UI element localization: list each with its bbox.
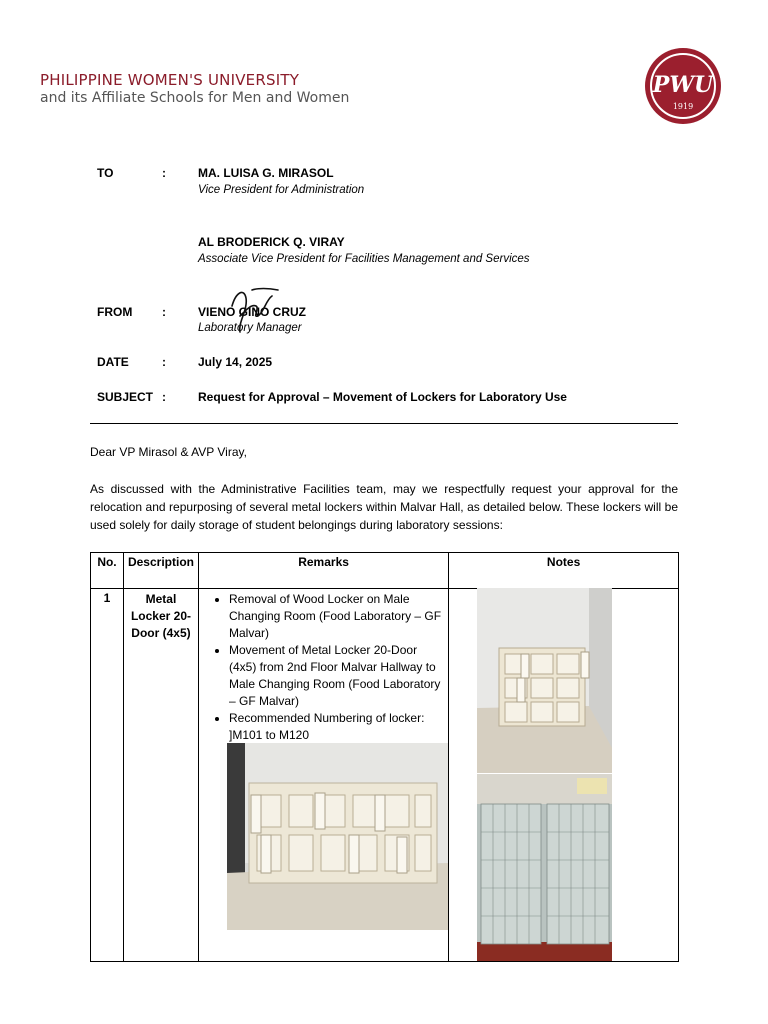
remark-item: • Movement of Metal Locker 20-Door (4x5) from 2nd Floor Malvar Hallway to Male Changing Room (Food Laboratory – GF Malvar) [229,642,444,710]
table-header-row [91,553,679,589]
subject-label: SUBJECT [97,390,154,404]
handwritten-signature [222,282,284,338]
university-affiliates: and its Affiliate Schools for Men and Women [40,90,350,106]
to-1-title: Vice President for Administration [198,184,365,196]
header-no: No. [91,553,124,589]
from-label: FROM [97,305,133,319]
header-notes: Notes [449,553,679,589]
metal-lockers-photo [477,774,612,961]
remark-item: • Recommended Numbering of locker: ]M101 to M120 [229,710,444,744]
row-no: 1 [91,589,124,962]
from-name: VIENO GINO CRUZ [198,305,307,319]
subject-colon: : [162,390,166,404]
from-title: Laboratory Manager [198,322,302,334]
seal-year: 1919 [672,102,694,111]
wood-locker-corner-photo [477,588,612,773]
memo-divider [90,423,678,424]
header-remarks: Remarks [198,553,448,589]
to-1-name: MA. LUISA G. MIRASOL [198,166,334,180]
to-2-name: AL BRODERICK Q. VIRAY [198,235,345,249]
remark-item: • Removal of Wood Locker on Male Changing Room (Food Laboratory – GF Malvar) [229,591,444,642]
body-paragraph: As discussed with the Administrative Facilities team, may we respectfully request your approval for the relocation and repurposing of several metal lockers within Malvar Hall, as detailed below. These lockers will be used solely for daily storage of student belongings during laboratory sessions: [90,482,678,532]
university-seal-logo [644,47,722,125]
date-value: July 14, 2025 [198,355,273,369]
to-2-title: Associate Vice President for Facilities Management and Services [198,253,530,265]
date-label: DATE [97,355,129,369]
to-colon: : [162,166,166,180]
subject-value: Request for Approval – Movement of Lockers for Laboratory Use [198,390,567,404]
row-description: Metal Locker 20-Door (4x5) [123,589,198,962]
date-colon: : [162,355,166,369]
wood-locker-photo [227,743,448,930]
seal-letters: PWU [652,72,714,98]
from-colon: : [162,305,166,319]
salutation: Dear VP Mirasol & AVP Viray, [90,445,247,459]
university-name: PHILIPPINE WOMEN'S UNIVERSITY [40,71,300,89]
header-description: Description [123,553,198,589]
to-label: TO [97,166,114,180]
